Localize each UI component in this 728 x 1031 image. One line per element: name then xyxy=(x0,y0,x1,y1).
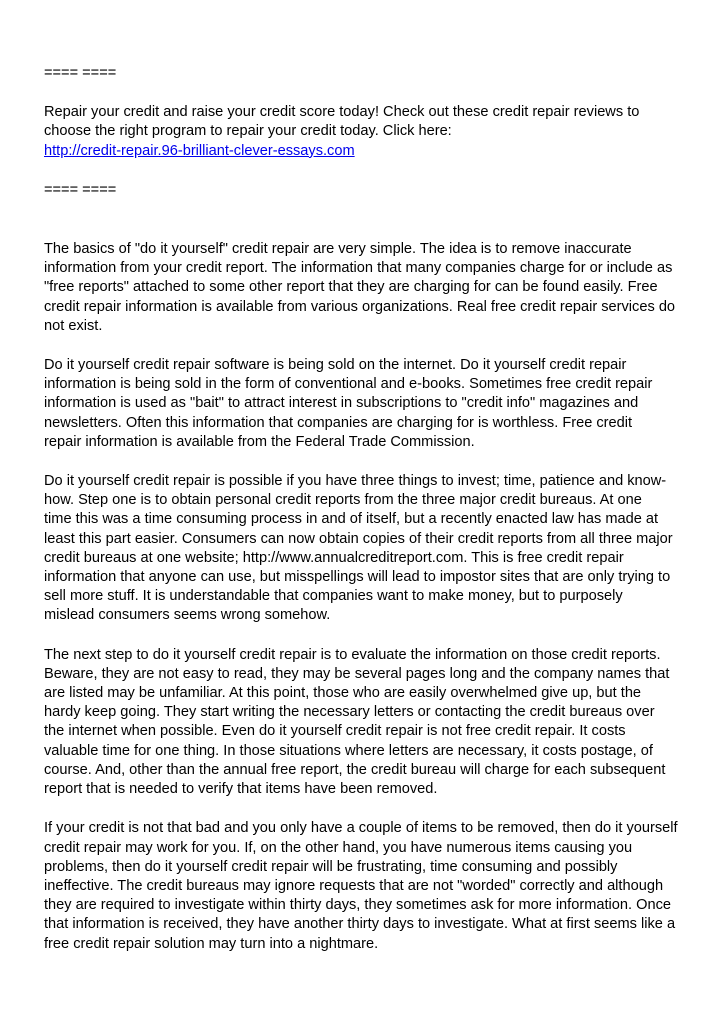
article-body xyxy=(44,240,694,954)
spacer xyxy=(44,799,694,819)
paragraph-line: information is used as "bait" to attract interest in subscriptions to "credit info" magazines and xyxy=(44,395,639,412)
promo-line: Repair your credit and raise your credit score today! Check out these credit repair reviews to xyxy=(44,104,640,121)
paragraph-line: how. Step one is to obtain personal credit reports from the three major credit bureaus. At one xyxy=(44,492,642,509)
paragraph-line: problems, then do it yourself credit repair will be frustrating, time consuming and possibly xyxy=(44,858,618,875)
article-paragraph xyxy=(44,472,694,626)
article-paragraph xyxy=(44,240,694,336)
paragraph-line: information from your credit report. The information that many companies charge for or include as xyxy=(44,260,673,277)
promo-link-line xyxy=(44,142,694,161)
paragraph-line: newsletters. Often this information that companies are charging for is worthless. Free credit xyxy=(44,414,633,431)
paragraph-line: hardy keep going. They start writing the necessary letters or contacting the credit bureaus over xyxy=(44,704,655,721)
paragraph-line: information that anyone can use, but misspellings will lead to impostor sites that are only trying to xyxy=(44,569,671,586)
paragraph-line: Do it yourself credit repair is possible if you have three things to invest; time, patience and know- xyxy=(44,473,667,490)
article-paragraph xyxy=(44,356,694,452)
paragraph-line: valuable time for one thing. In those situations where letters are necessary, it costs postage, of xyxy=(44,742,653,759)
paragraph-line: not exist. xyxy=(44,317,103,334)
spacer xyxy=(44,83,694,103)
paragraph-line: time this was a time consuming process in and of itself, but a recently enacted law has made at xyxy=(44,511,659,528)
spacer xyxy=(44,161,694,181)
spacer xyxy=(44,336,694,356)
paragraph-line: credit repair information is available from various organizations. Real free credit repair services do xyxy=(44,298,676,315)
spacer xyxy=(44,626,694,646)
paragraph-line: If your credit is not that bad and you only have a couple of items to be removed, then do it yourself xyxy=(44,820,678,837)
paragraph-line: report that is needed to verify that items have been removed. xyxy=(44,781,438,798)
paragraph-line: repair information is available from the Federal Trade Commission. xyxy=(44,433,475,450)
paragraph-line: they are required to investigate within thirty days, they sometimes ask for more information. Once xyxy=(44,897,671,914)
paragraph-line: sell more stuff. It is understandable that companies want to make money, but to purposely xyxy=(44,588,623,605)
promo-paragraph xyxy=(44,103,694,161)
paragraph-line: are listed may be unfamiliar. At this point, those who are easily overwhelmed give up, but the xyxy=(44,685,642,702)
paragraph-line: "free reports" attached to some other report that they are charging for can be found easily. Free xyxy=(44,279,658,296)
paragraph-line: credit repair may work for you. If, on the other hand, you have numerous items causing you xyxy=(44,839,633,856)
separator-top: ==== ==== xyxy=(44,65,117,81)
article-paragraph xyxy=(44,646,694,800)
paragraph-line: Beware, they are not easy to read, they may be several pages long and the company names that xyxy=(44,665,670,682)
paragraph-line: course. And, other than the annual free report, the credit bureau will charge for each subsequent xyxy=(44,761,666,778)
paragraph-line: ineffective. The credit bureaus may ignore requests that are not "worded" correctly and although xyxy=(44,877,664,894)
paragraph-line: information is being sold in the form of conventional and e-books. Sometimes free credit repair xyxy=(44,376,653,393)
paragraph-line: The next step to do it yourself credit repair is to evaluate the information on those credit reports. xyxy=(44,646,661,663)
paragraph-line: least this part easier. Consumers can now obtain copies of their credit reports from all three major xyxy=(44,530,673,547)
separator-bottom: ==== ==== xyxy=(44,181,117,198)
paragraph-line: The basics of "do it yourself" credit repair are very simple. The idea is to remove inaccurate xyxy=(44,241,632,258)
document-page xyxy=(44,64,694,954)
paragraph-line: the internet when possible. Even do it yourself credit repair is not free credit repair. It costs xyxy=(44,723,626,740)
paragraph-line: credit bureaus at one website; http://www.annualcreditreport.com. This is free credit repair xyxy=(44,549,624,566)
paragraph-line: that information is received, they have another thirty days to investigate. What at first seems like a xyxy=(44,916,676,933)
paragraph-line: free credit repair solution may turn into a nightmare. xyxy=(44,935,379,952)
promo-line: choose the right program to repair your credit today. Click here: xyxy=(44,123,452,140)
paragraph-line: mislead consumers seems wrong somehow. xyxy=(44,607,331,624)
spacer xyxy=(44,452,694,472)
spacer xyxy=(44,200,694,240)
paragraph-line: Do it yourself credit repair software is being sold on the internet. Do it yourself credit repair xyxy=(44,357,627,374)
article-paragraph xyxy=(44,819,694,953)
promo-link[interactable]: http://credit-repair.96-brilliant-clever-essays.com xyxy=(44,142,355,159)
